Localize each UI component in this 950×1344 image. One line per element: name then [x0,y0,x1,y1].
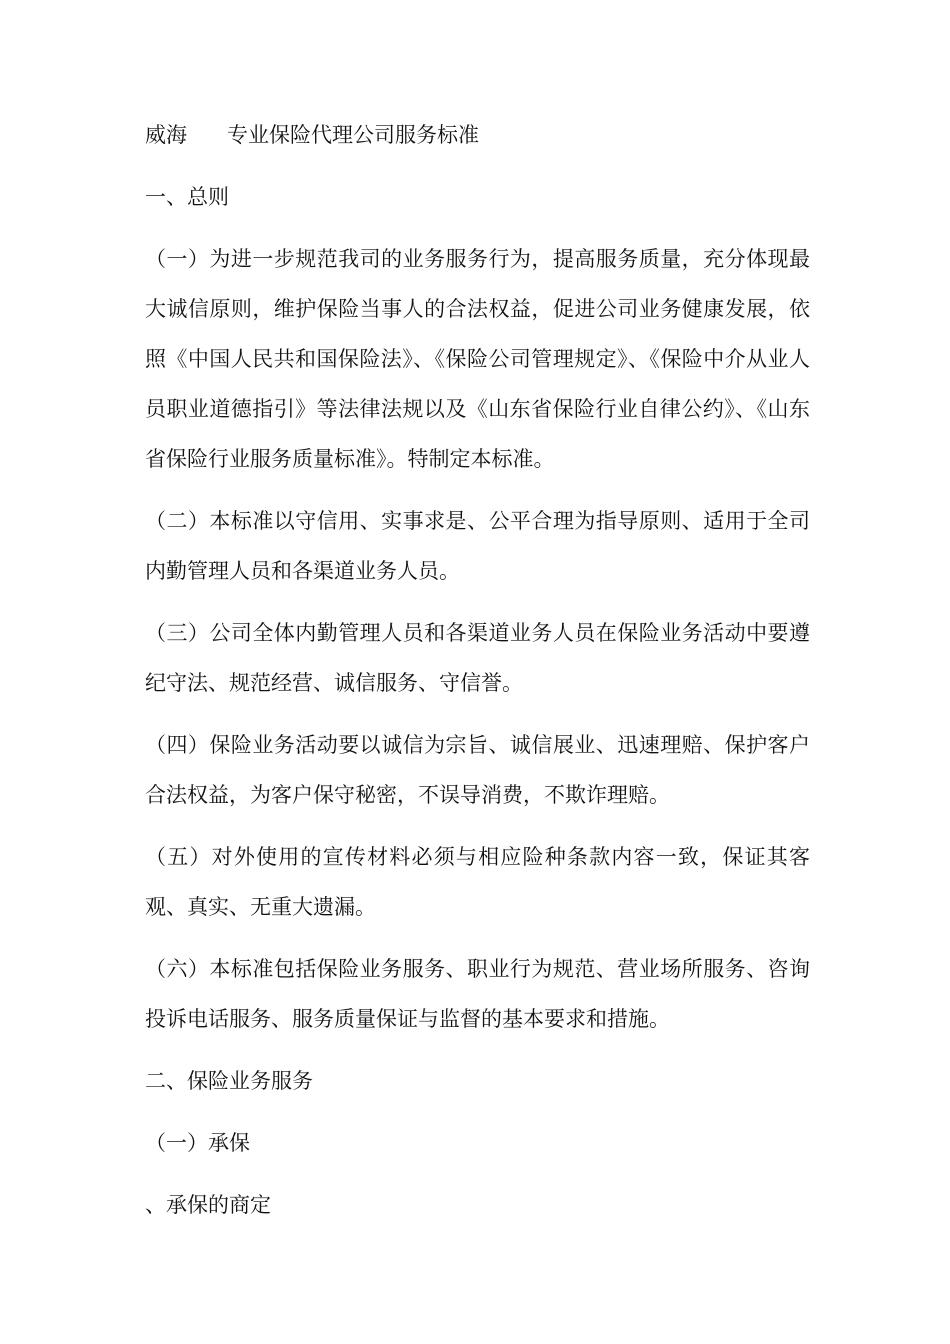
paragraph-3: （三）公司全体内勤管理人员和各渠道业务人员在保险业务活动中要遵纪守法、规范经营、诚信服务、守信誉。 [145,621,810,695]
document-body [145,110,810,1242]
document-title [145,110,810,160]
section-heading-insurance-service: 二、保险业务服务 [145,1069,313,1093]
paragraph-5: （五）对外使用的宣传材料必须与相应险种条款内容一致，保证其客观、真实、无重大遗漏。 [145,845,810,919]
paragraph-1: （一）为进一步规范我司的业务服务行为，提高服务质量，充分体现最大诚信原则，维护保险当事人的合法权益，促进公司业务健康发展，依照《中国人民共和国保险法》、《保险公司管理规定》、《保险中介从业人员职业道德指引》等法律法规以及《山东省保险行业自律公约》、《山东省保险行业服务质量标准》。特制定本标准。 [145,247,810,471]
paragraph-2: （二）本标准以守信用、实事求是、公平合理为指导原则、适用于全司内勤管理人员和各渠道业务人员。 [145,509,810,583]
paragraph-6: （六）本标准包括保险业务服务、职业行为规范、营业场所服务、咨询投诉电话服务、服务质量保证与监督的基本要求和措施。 [145,957,810,1031]
paragraph-4: （四）保险业务活动要以诚信为宗旨、诚信展业、迅速理赔、保护客户合法权益，为客户保守秘密，不误导消费，不欺诈理赔。 [145,733,810,807]
title-name: 专业保险代理公司服务标准 [227,123,479,147]
subsection-underwriting-agreement: 、承保的商定 [145,1193,271,1217]
title-city: 威海 [145,123,187,147]
section-heading-general: 一、总则 [145,185,229,209]
subsection-underwriting: （一）承保 [145,1131,250,1155]
